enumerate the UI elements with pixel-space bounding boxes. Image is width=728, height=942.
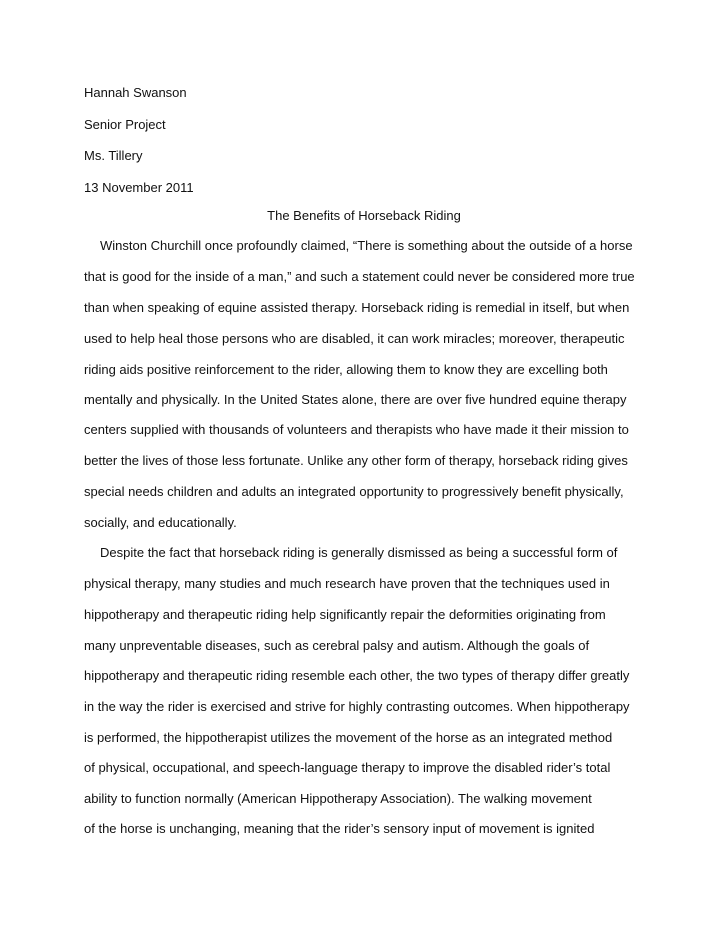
paragraph-line: socially, and educationally. [84,515,237,530]
paragraph-line: many unpreventable diseases, such as cerebral palsy and autism. Although the goals of [84,638,590,653]
document-date: 13 November 2011 [84,180,194,195]
paragraph-line: of physical, occupational, and speech-language therapy to improve the disabled rider’s total [84,760,611,775]
paragraph-line: physical therapy, many studies and much research have proven that the techniques used in [84,576,610,591]
paragraph-line: centers supplied with thousands of volunteers and therapists who have made it their mission to [84,422,629,437]
author-name: Hannah Swanson [84,85,187,100]
paragraph-line: of the horse is unchanging, meaning that the rider’s sensory input of movement is ignited [84,821,595,836]
document-title: The Benefits of Horseback Riding [267,208,461,223]
course-name: Senior Project [84,117,166,132]
paragraph-line: that is good for the inside of a man,” and such a statement could never be considered more true [84,269,635,284]
paragraph-line: in the way the rider is exercised and strive for highly contrasting outcomes. When hippotherapy [84,699,630,714]
paragraph-line: than when speaking of equine assisted therapy. Horseback riding is remedial in itself, but when [84,300,630,315]
paragraph-line: riding aids positive reinforcement to the rider, allowing them to know they are excelling both [84,362,608,377]
paragraph-line: used to help heal those persons who are disabled, it can work miracles; moreover, therapeutic [84,331,625,346]
paragraph-line: special needs children and adults an integrated opportunity to progressively benefit physically, [84,484,624,499]
instructor-name: Ms. Tillery [84,148,143,163]
paragraph-line: hippotherapy and therapeutic riding help significantly repair the deformities originating from [84,607,606,622]
paragraph-line: ability to function normally (American Hippotherapy Association). The walking movement [84,791,592,806]
paragraph-line: Despite the fact that horseback riding is generally dismissed as being a successful form of [100,545,618,560]
paragraph-line: mentally and physically. In the United States alone, there are over five hundred equine therapy [84,392,627,407]
paragraph-line: hippotherapy and therapeutic riding resemble each other, the two types of therapy differ greatly [84,668,630,683]
paragraph-line: is performed, the hippotherapist utilizes the movement of the horse as an integrated method [84,730,613,745]
paragraph-line: Winston Churchill once profoundly claimed, “There is something about the outside of a horse [100,238,633,253]
paragraph-line: better the lives of those less fortunate. Unlike any other form of therapy, horseback riding gives [84,453,628,468]
